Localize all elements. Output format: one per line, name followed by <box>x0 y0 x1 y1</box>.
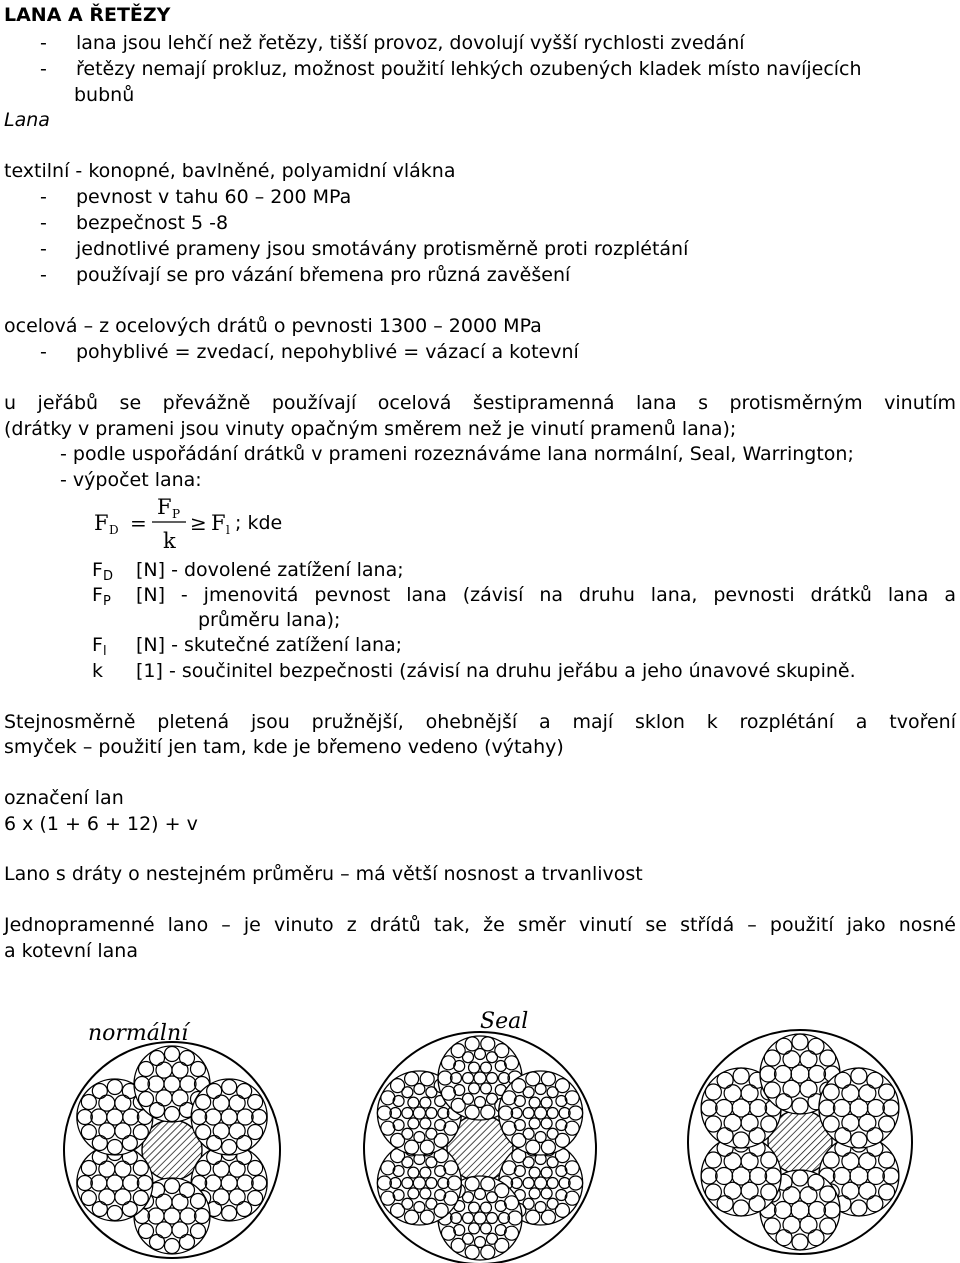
definition-text-continuation: průměru lana); <box>198 609 341 631</box>
definition-text: [N] - dovolené zatížení lana; <box>136 559 404 581</box>
formula-equals: = <box>130 511 147 535</box>
rope-cross-sections <box>0 1000 960 1263</box>
section-heading-lana: Lana <box>4 109 50 131</box>
formula-numerator: F <box>157 495 172 519</box>
formula-lhs-sub: D <box>109 523 119 537</box>
list-item: - podle uspořádání drátků v prameni rozeznáváme lana normální, Seal, Warrington; <box>60 443 854 465</box>
crane-paragraph-line: u jeřábů se převážně používají ocelová šestipramenná lana s protisměrným vinutím <box>4 392 956 414</box>
list-item: - pohyblivé = zvedací, nepohyblivé = vázací a kotevní <box>40 341 579 363</box>
rope-load-formula <box>90 494 310 554</box>
formula-tail: ; kde <box>235 512 283 534</box>
steel-heading: ocelová – z ocelových drátů o pevnosti 1300 – 2000 MPa <box>4 315 542 337</box>
list-item: - jednotlivé prameny jsou smotávány protisměrně proti rozplétání <box>40 238 689 260</box>
list-item: - používají se pro vázání břemena pro různá zavěšení <box>40 264 571 286</box>
formula-ge: ≥ <box>190 511 207 535</box>
formula-lhs: F <box>94 511 109 535</box>
list-item-continuation: bubnů <box>74 84 135 106</box>
formula-rhs-sub: l <box>226 523 230 537</box>
braided-paragraph-line: Stejnosměrně pletená jsou pružnější, ohebnější a mají sklon k rozplétání a tvoření <box>4 711 956 733</box>
definition-text: [1] - součinitel bezpečnosti (závisí na druhu jeřábu a jeho únavové skupině. <box>136 660 856 682</box>
rope-seal-diagram <box>364 1032 596 1263</box>
definition-symbol: k <box>92 660 104 682</box>
rope-warrington-diagram <box>688 1030 912 1254</box>
designation-heading: označení lan <box>4 787 124 809</box>
definition-text: [N] - skutečné zatížení lana; <box>136 634 403 656</box>
list-item: - pevnost v tahu 60 – 200 MPa <box>40 186 352 208</box>
list-item: - výpočet lana: <box>60 469 202 491</box>
definition-symbol: $F_P$ <box>92 584 111 609</box>
definition-symbol: $F_l$ <box>92 634 107 659</box>
braided-paragraph-line: smyček – použití jen tam, kde je břemeno vedeno (výtahy) <box>4 736 564 758</box>
single-strand-line: a kotevní lana <box>4 940 138 962</box>
definition-text: [N] - jmenovitá pevnost lana (závisí na druhu lana, pevnosti drátků lana a <box>136 584 956 606</box>
figure-label-normal: normální <box>88 1021 189 1046</box>
page-title: LANA A ŘETĚZY <box>4 4 171 26</box>
definition-symbol: $F_D$ <box>92 559 113 584</box>
list-item: - lana jsou lehčí než řetězy, tišší provoz, dovolují vyšší rychlosti zvedání <box>40 32 745 54</box>
single-strand-line: Jednopramenné lano – je vinuto z drátů tak, že směr vinutí se střídá – použití jako nosné <box>4 914 956 936</box>
formula-rhs: F <box>211 511 226 535</box>
designation-example: 6 x (1 + 6 + 12) + v <box>4 813 198 835</box>
formula-numerator-sub: P <box>172 507 181 521</box>
formula-denominator: k <box>163 529 176 553</box>
textile-heading: textilní - konopné, bavlněné, polyamidní vlákna <box>4 160 456 182</box>
rope-normal-diagram <box>64 1042 280 1258</box>
list-item: - řetězy nemají prokluz, možnost použití lehkých ozubených kladek místo navíjecích <box>40 58 862 80</box>
crane-paragraph-line: (drátky v prameni jsou vinuty opačným směrem než je vinutí pramenů lana); <box>4 418 737 440</box>
unequal-wires-line: Lano s dráty o nestejném průměru – má větší nosnost a trvanlivost <box>4 863 643 885</box>
figure-label-seal: Seal <box>480 1009 529 1034</box>
list-item: - bezpečnost 5 -8 <box>40 212 229 234</box>
